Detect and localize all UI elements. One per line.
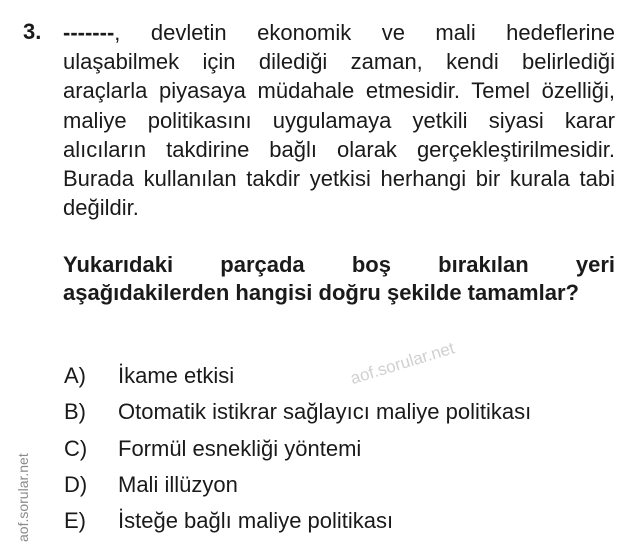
answer-options <box>64 358 531 539</box>
blank-placeholder: ------- <box>63 20 115 45</box>
option-text: İsteğe bağlı maliye politikası <box>118 508 394 534</box>
option-letter: D) <box>64 471 88 497</box>
question-number: 3. <box>23 19 42 44</box>
watermark-side: aof.sorular.net <box>15 453 31 542</box>
option-e[interactable] <box>64 503 531 539</box>
option-b[interactable] <box>64 394 531 430</box>
option-text: Formül esnekliği yöntemi <box>118 435 362 461</box>
option-letter: B) <box>64 399 86 425</box>
question-prompt: Yukarıdaki parçada boş bırakılan yeri aşağıdakilerden hangisi doğru şekilde tamamlar? <box>63 252 615 305</box>
option-letter: C) <box>64 435 88 461</box>
passage-text: , devletin ekonomik ve mali hedeflerine ulaşabilmek için dilediği zaman, kendi belirlediği araçlarla piyasaya müdahale etmesidir. Temel özelliği, maliye politikasını uygulamaya yetkili siyasi karar alıcıların takdirine bağlı olarak gerçekleştirilmesidir. Burada kullanılan takdir yetkisi herhangi bir kurala tabi değildir. <box>63 20 615 221</box>
option-d[interactable] <box>64 467 531 503</box>
option-text: Mali illüzyon <box>118 471 238 497</box>
watermark-center: aof.sorular.net <box>348 338 457 389</box>
option-text: Otomatik istikrar sağlayıcı maliye politikası <box>118 399 532 425</box>
question-passage <box>63 18 615 222</box>
option-text: İkame etkisi <box>118 363 235 388</box>
option-a[interactable] <box>64 358 531 394</box>
option-letter: E) <box>64 508 86 534</box>
option-c[interactable] <box>64 431 531 467</box>
option-letter: A) <box>64 363 86 388</box>
